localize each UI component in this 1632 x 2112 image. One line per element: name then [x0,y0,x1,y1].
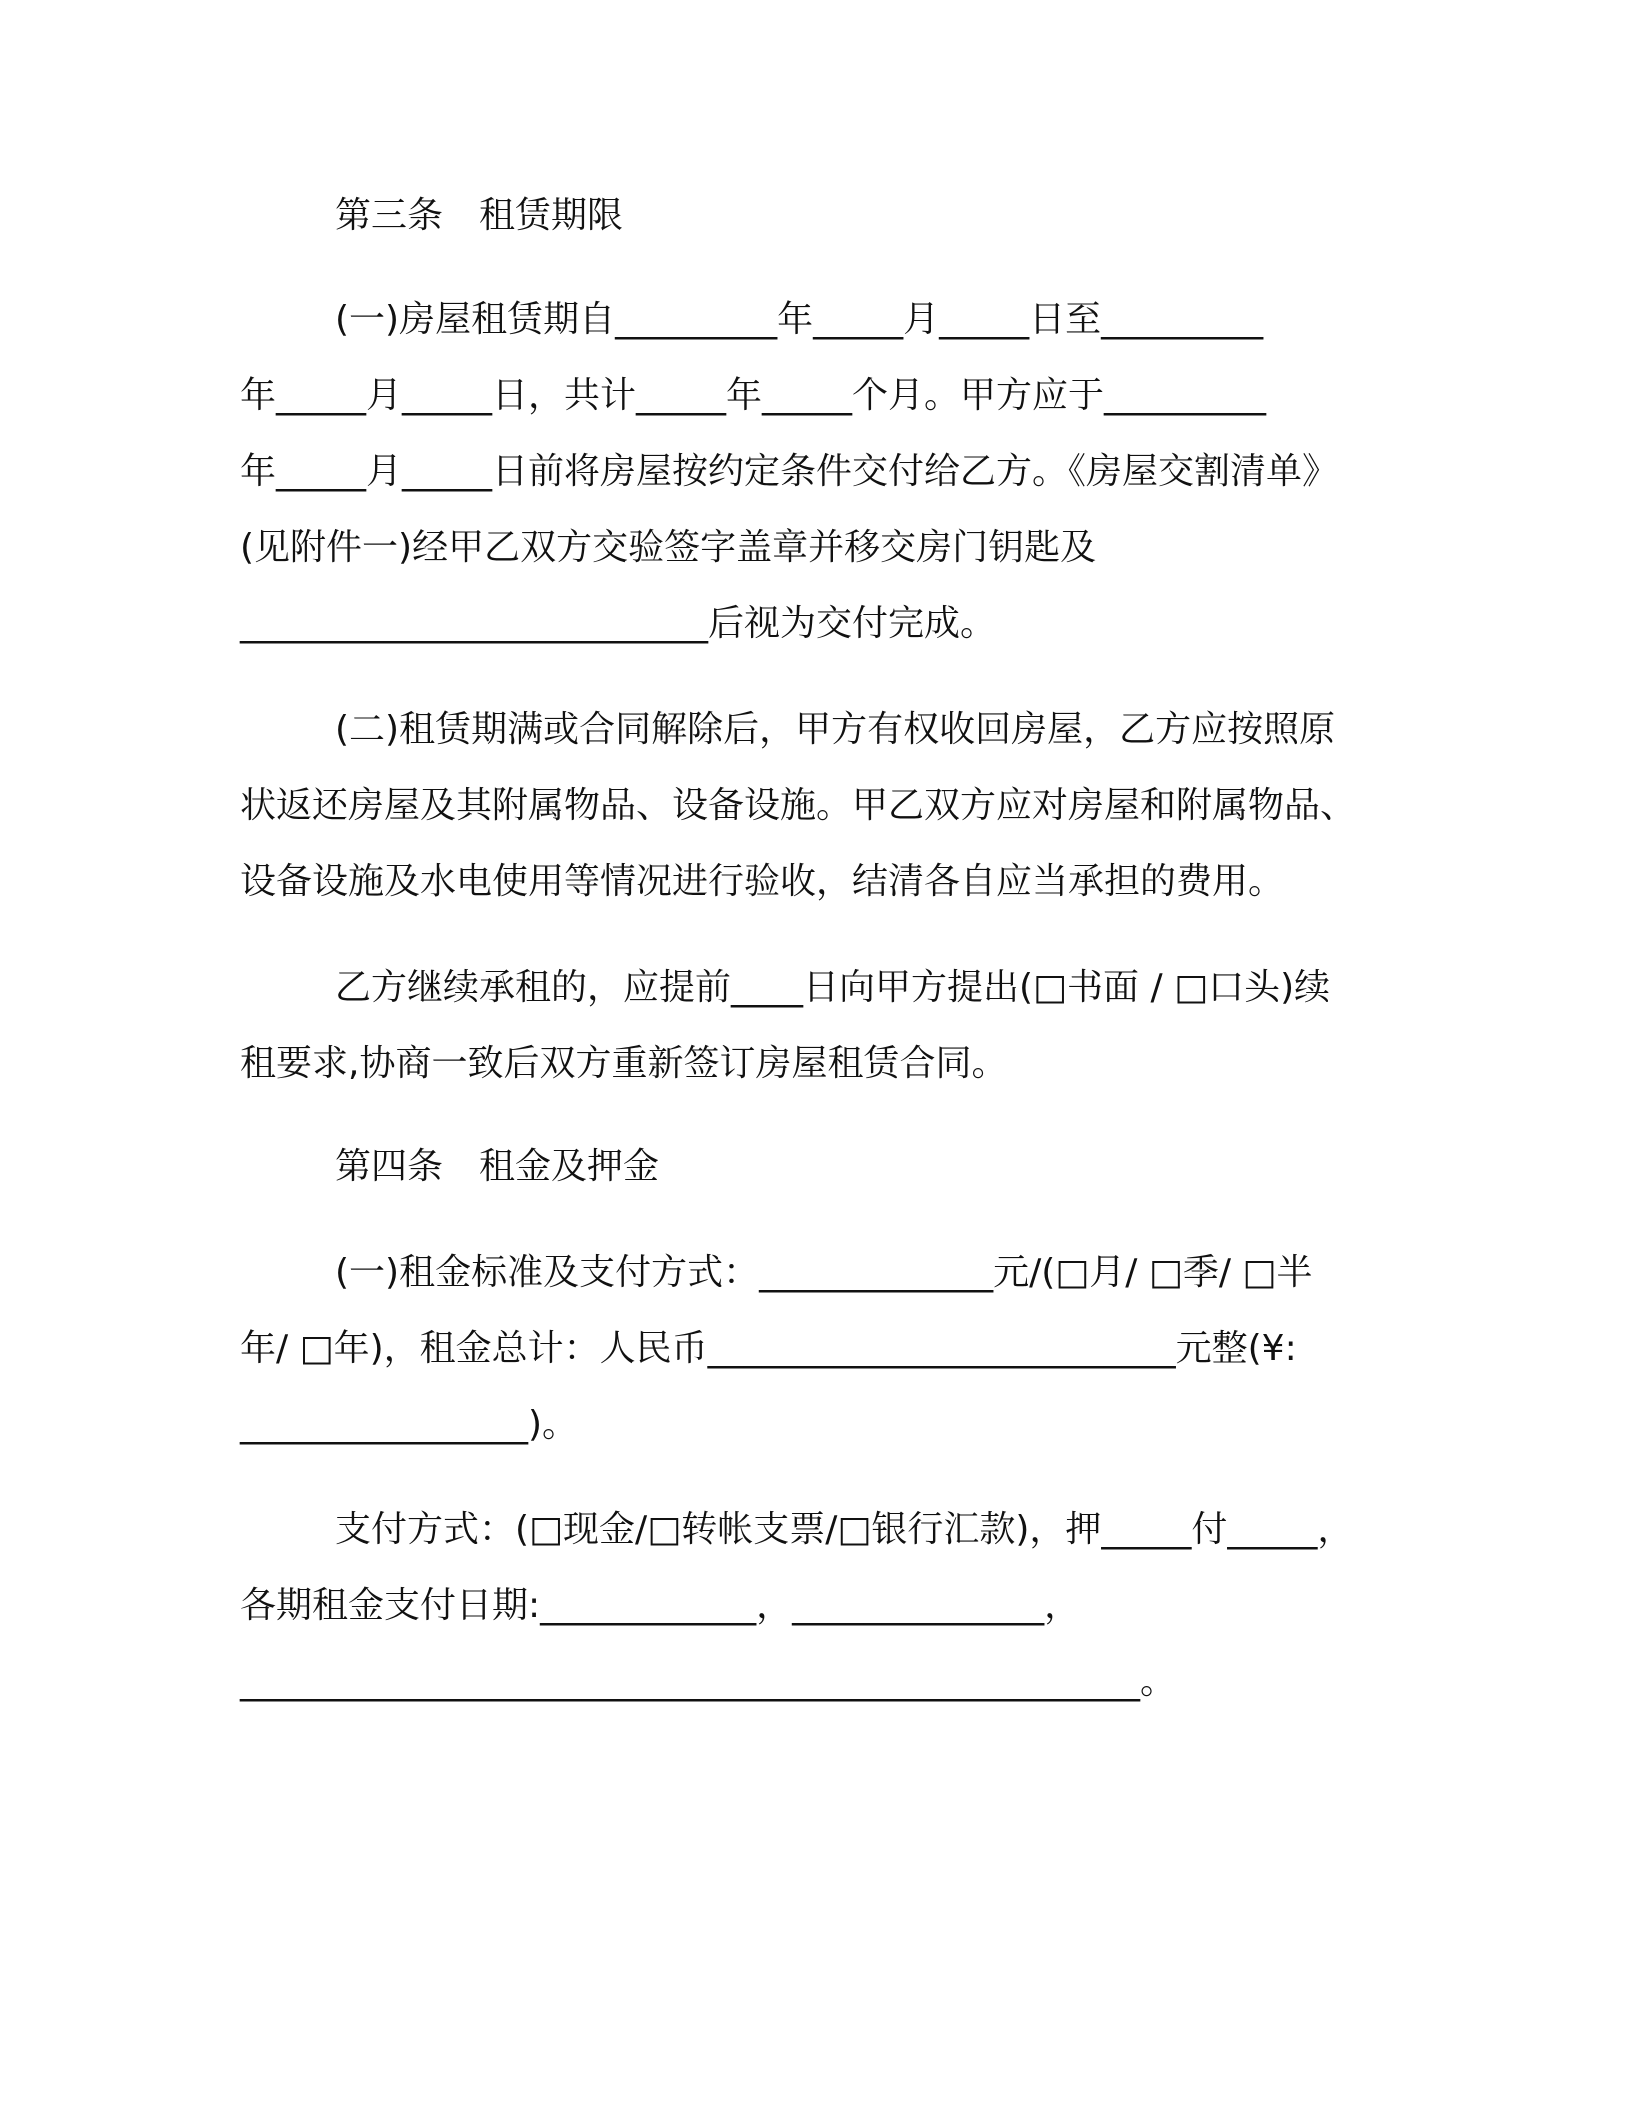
article-3-clause-2-line-3: 设备设施及水电使用等情况进行验收，结清各自应当承担的费用。 [240,861,1285,902]
article-4-heading: 第四条 租金及押金 [335,1146,660,1187]
article-3-clause-1-line-3: 年_____月_____日前将房屋按约定条件交付给乙方。《房屋交割清单》 [240,451,1339,492]
article-3-heading: 第三条 租赁期限 [335,195,624,236]
payment-line-1: 支付方式：(□现金/□转帐支票/□银行汇款)，押_____付_____， [335,1509,1354,1550]
article-4-clause-1-line-2: 年/ □年)，租金总计：人民币__________________________元整(¥: [240,1328,1297,1369]
article-3-clause-1-line-1: (一)房屋租赁期自_________年_____月_____日至_________ [335,299,1264,340]
article-4-clause-1-line-1: (一)租金标准及支付方式：_____________元/(□月/ □季/ □半 [335,1252,1313,1293]
article-3-clause-1-line-4: (见附件一)经甲乙双方交验签字盖章并移交房门钥匙及 [240,527,1097,568]
renewal-line-2: 租要求,协商一致后双方重新签订房屋租赁合同。 [240,1043,1008,1084]
article-3-clause-2-line-1: (二)租赁期满或合同解除后，甲方有权收回房屋，乙方应按照原 [335,709,1336,750]
article-4-clause-1-line-3: ________________)。 [240,1404,579,1445]
payment-line-2: 各期租金支付日期:____________，______________， [240,1585,1081,1626]
payment-line-3: __________________________________________________。 [240,1661,1176,1702]
renewal-line-1: 乙方继续承租的，应提前____日向甲方提出(□书面 / □口头)续 [335,967,1331,1008]
article-3-clause-1-line-5: __________________________后视为交付完成。 [240,603,997,644]
article-3-clause-1-line-2: 年_____月_____日，共计_____年_____个月。甲方应于_________ [240,375,1267,416]
article-3-clause-2-line-2: 状返还房屋及其附属物品、设备设施。甲乙双方应对房屋和附属物品、 [240,785,1357,826]
